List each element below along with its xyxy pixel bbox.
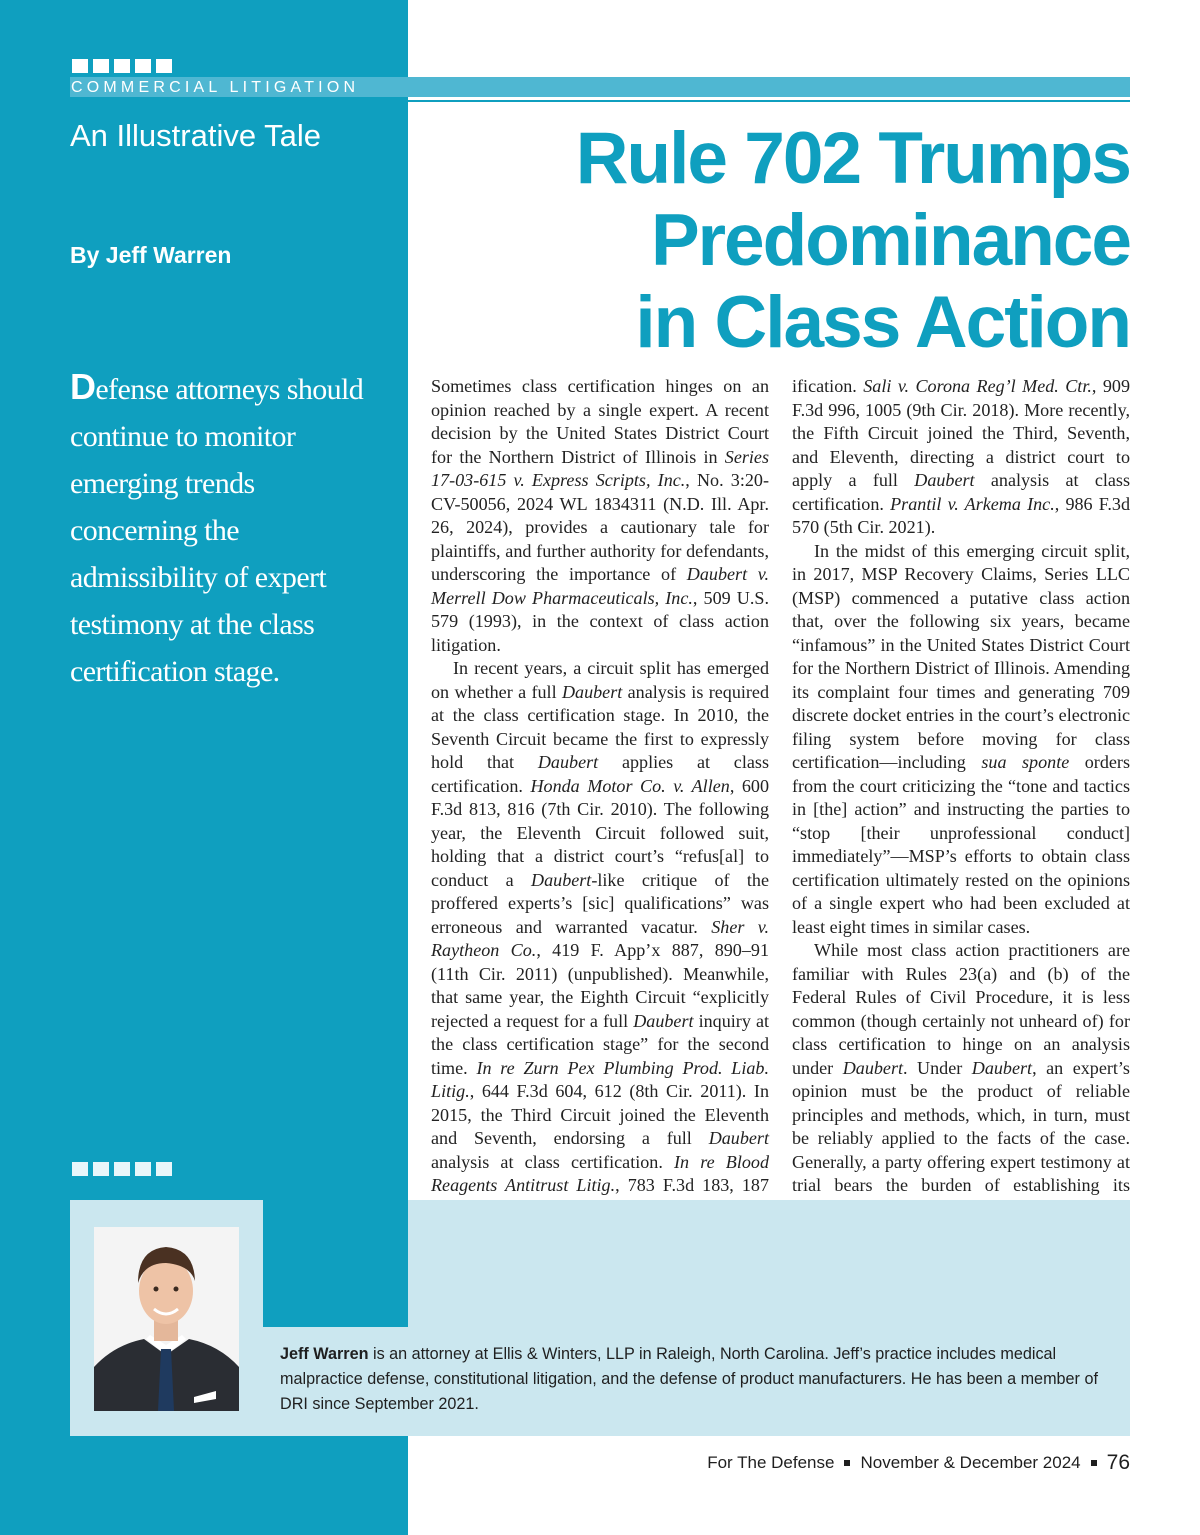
article-paragraph [431,657,769,1268]
decorative-squares-bottom [72,1162,172,1176]
page-number: 76 [1106,1451,1130,1474]
article-paragraph [431,375,769,657]
paragraph-text: , 783 F.3d 183, 187 [615,1175,769,1195]
title-line-2: Predominance [650,200,1130,281]
title-line-3: in Class Action [635,282,1130,363]
issue-date: November & December 2024 [860,1453,1081,1472]
paragraph-text: applies at class certification. [431,752,769,796]
paragraph-text: -like critique of the proffered experts’s [sic] qualifications” was erroneous and warranted vacatur. [431,869,770,937]
author-name: Jeff Warren [280,1345,369,1363]
paragraph-text: ification. [792,376,864,396]
paragraph-text: analysis is required at the class certification stage. In 2010, the Seventh Circuit became the first to expressly hold that [431,681,769,772]
pull-quote-text: efense attorneys should continue to monitor emerging trends concerning the admissibility of expert testimony at the class certification stage. [70,373,364,688]
case-citation: Daubert [633,1010,694,1031]
author-bio-text: is an attorney at Ellis & Winters, LLP in Raleigh, North Carolina. Jeff’s practice includes medical malpractice defense, constitutional litigation, and the defense of product manufacturers. He has been a member of DRI since September 2021. [280,1345,1098,1413]
paragraph-text: In the midst of this emerging circuit split, in 2017, MSP Recovery Claims, Series LLC (MSP) commenced a putative class action that, over the following six years, became “infamous” in the United States District Court for the Northern District of Illinois. Amending its complaint four times and generating 709 discrete docket entries in the court’s electronic filing system before moving for class certification—including [792,540,1130,772]
case-citation: In re Zurn Pex Plumbing Prod. Liab. Litig. [431,1057,769,1101]
paragraph-text: Sometimes class certification hinges on an opinion reached by a single expert. A recent decision by the United States District Court for the Northern District of Illinois in [431,376,769,467]
article-title [430,118,1130,364]
article-paragraph [792,375,1130,540]
case-citation: Sher v. Raytheon Co. [431,916,770,960]
paragraph-text: , 909 F.3d 996, 1005 (9th Cir. 2018). More recently, the Fifth Circuit joined the Third, Seventh, and Eleventh, directing a district court to apply a full [792,376,1130,490]
case-citation: Daubert v. Merrell Dow Pharmaceuticals, Inc. [431,564,770,608]
paragraph-text: . Under [903,1057,972,1078]
article-column-2 [792,375,1130,1245]
paragraph-text: , 419 F. App’x 887, 890–91 (11th Cir. 2011) (unpublished). Meanwhile, that same year, the Eighth Circuit “explicitly rejected a request for a full [431,940,769,1031]
case-citation: Prantil v. Arkema Inc. [890,493,1055,514]
pull-quote-dropcap: D [70,366,96,407]
case-citation: Honda Motor Co. v. Allen [530,775,730,796]
page-footer [707,1451,1130,1475]
decorative-squares-top [72,59,172,73]
case-citation: Daubert [914,470,975,490]
header-rule [408,100,1130,102]
separator-dot [1091,1460,1097,1466]
article-column-1 [431,375,769,1268]
title-line-1: Rule 702 Trumps [575,118,1130,199]
publication-name: For The Defense [707,1453,835,1472]
paragraph-text: While most class action practitioners are familiar with Rules 23(a) and (b) of the Federal Rules of Civil Procedure, it is less common (though certainly not unheard of) for class certification to hinge on an analysis under [792,940,1130,1078]
byline: By Jeff Warren [70,242,232,268]
pull-quote [70,363,370,695]
paragraph-text: , 509 U.S. 579 (1993), in the context of class action litigation. [431,587,769,655]
case-citation: Daubert [537,752,599,772]
case-citation: Daubert [561,681,623,702]
case-citation: Daubert [708,1128,769,1148]
case-citation: Daubert [971,1057,1033,1078]
paragraph-text: , 600 F.3d 813, 816 (7th Cir. 2010). The following year, the Eleventh Circuit followed suit, holding that a district court’s “refus[al] to conduct a [431,775,770,890]
article-paragraph [792,939,1130,1245]
case-citation: Daubert [842,1057,904,1078]
paragraph-text: inquiry at the class certification stage” for the second time. [431,1010,769,1078]
case-citation: Daubert [531,869,592,890]
kicker: An Illustrative Tale [70,118,321,153]
separator-dot [844,1460,850,1466]
paragraph-text: analysis at class certification. [792,470,1130,514]
author-bio [280,1342,1120,1417]
case-citation: In re Blood Reagents Antitrust Litig. [431,1151,769,1195]
article-paragraph [792,540,1130,940]
paragraph-text: In recent years, a circuit split has emerged on whether a full [431,658,769,702]
paragraph-text: , 644 F.3d 604, 612 (8th Cir. 2011). In 2015, the Third Circuit joined the Eleventh and Seventh, endorsing a full [431,1081,769,1148]
case-citation: Sali v. Corona Reg’l Med. Ctr. [863,376,1092,396]
author-headshot [94,1227,239,1411]
paragraph-text: , 986 F.3d 570 (5th Cir. 2021). [792,493,1130,537]
paragraph-text: analysis at class certification. [431,1151,675,1172]
paragraph-text: , an expert’s opinion must be the product of reliable principles and methods, which, in turn, must be reliably applied to the facts of the case. Generally, a party offering expert testimony at trial bears the burden of establishing its [792,1057,1130,1195]
paragraph-text: orders from the court criticizing the “tone and tactics in [the] action” and instructing the parties to “stop [their unprofessional conduct] immediately”—MSP’s efforts to obtain class certification ultimately rested on the opinions of a single expert who had been excluded at least eight times in similar cases. [792,752,1130,937]
section-label: COMMERCIAL LITIGATION [71,79,360,96]
paragraph-text: , No. 3:20-CV-50056, 2024 WL 1834311 (N.D. Ill. Apr. 26, 2024), provides a cautionary tale for plaintiffs, and further authority for defendants, underscoring the importance of [431,470,769,584]
case-citation: Series 17-03-615 v. Express Scripts, Inc. [431,446,769,490]
case-citation: sua sponte [981,752,1070,772]
